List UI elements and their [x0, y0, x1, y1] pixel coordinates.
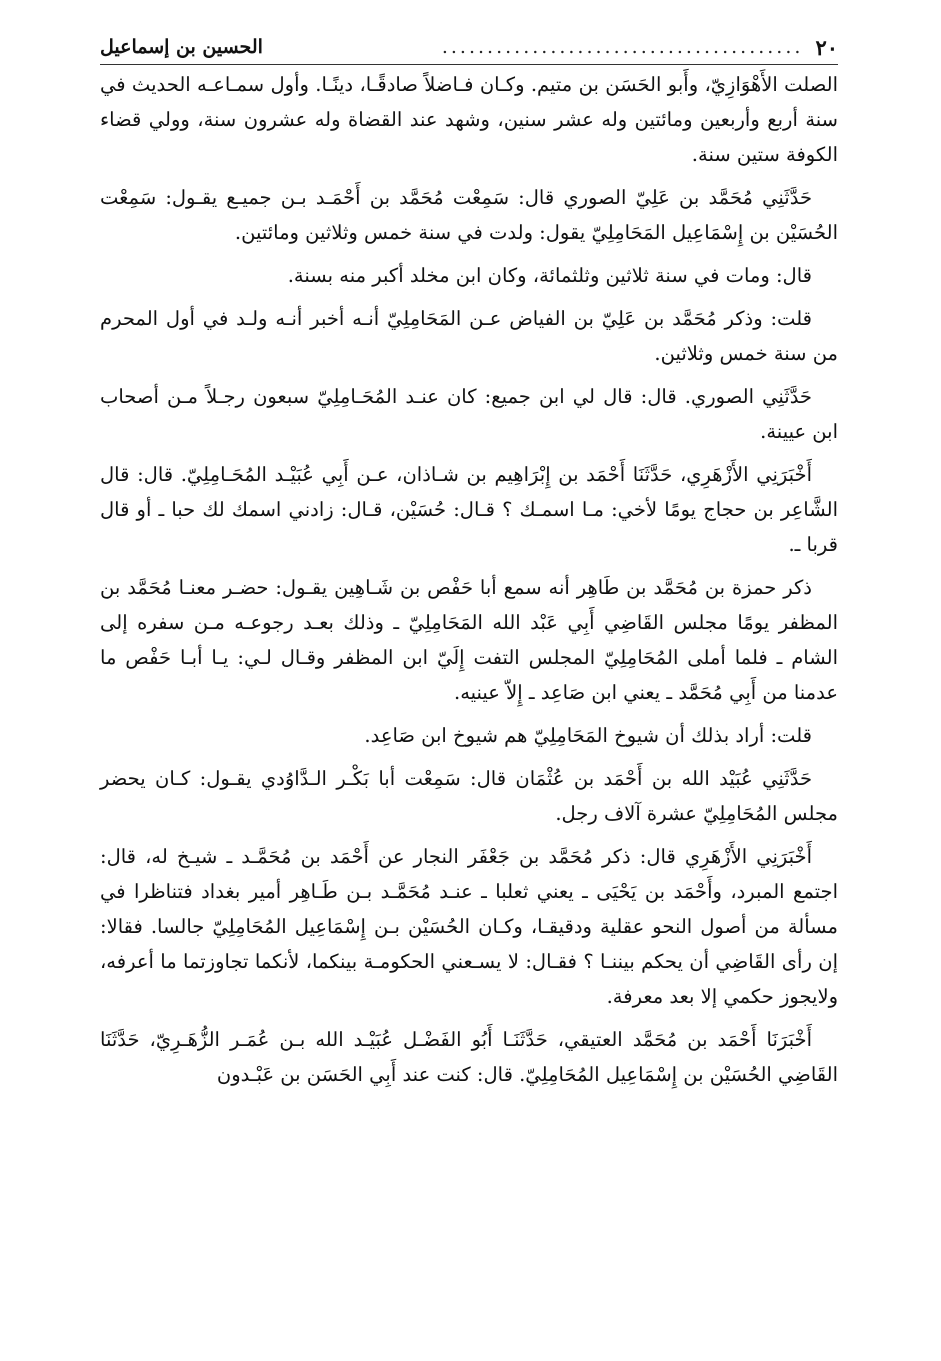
- paragraph-continuation: الصلت الأَهْوَازِيّ، وأَبو الحَسَن بن متيم. وكـان فـاضلاً صادقًـا، دينًـا. وأول سمـاعـه الحديث في سنة أربع وأربعين ومائتين وله عشر سنين، وشهد عند القضاة وله عشرون سنة، وولي قضاء الكوفة ستين سنة.: [100, 73, 838, 166]
- paragraph-report: قال: ومات في سنة ثلاثين وثلثمائة، وكان ابن مخلد أكبر منه بسنة.: [287, 264, 812, 287]
- paragraph-report: قلت: أراد بذلك أن شيوخ المَحَامِلِيّ هم شيوخ ابن صَاعِد.: [364, 724, 812, 747]
- page-number: ٢٠: [815, 34, 838, 60]
- paragraph-report: أَخْبَرَنَا أَحْمَد بن مُحَمَّد العتيقي، حَدَّثَنَـا أَبُو الفَضْـل عُبَيْـد الله بـن عُمَـر الزُّهَـرِيّ، حَدَّثَنَا القَاضِي الحُسَيْن بن إِسْمَاعِيل المُحَامِلِيّ. قال: كنت عند أَبِي الحَسَن بن عَبْـدون: [100, 1028, 838, 1086]
- paragraph-report: أَخْبَرَنِي الأَزْهَرِي قال: ذكر مُحَمَّد بن جَعْفَر النجار عن أَحْمَد بن مُحَمَّـد ـ شيـخ له، قال: اجتمع المبرد، وأَحْمَد بن يَحْيَى ـ يعني ثعلبا ـ عنـد مُحَمَّـد بـن طَـاهِر أمير بغداد فتناظرا في مسألة من أصول النحو عقلية ودقيقـا، وكـان الحُسَيْن بـن إِسْمَاعِيل المُحَامِلِيّ جالسا. فقالا: إن رأى القَاضِي أن يحكم بيننـا ؟ فقـال: لا يسـعني الحكومـة بينكما، لأنكما تجاوزتما ما أعرفه، ولايجوز حكمي إلا بعد معرفة.: [100, 845, 838, 1008]
- paragraph-report: ذكر حمزة بن مُحَمَّد بن طَاهِر أنه سمع أبا حَفْص بن شَـاهِين يقـول: حضـر معنـا مُحَمَّد بن المظفر يومًا مجلس القَاضِي أَبِي عَبْد الله المَحَامِلِيّ ـ وذلك بعـد رجوعـه مـن سفره إلى الشام ـ فلما أملى المُحَامِلِيّ المجلس التفت إِلَيّ ابن المظفر وقـال لـي: يـا أبـا حَفْص ما عدمنا من أَبِي مُحَمَّد ـ يعني ابن صَاعِد ـ إِلاّ عينيه.: [100, 576, 838, 704]
- leader-dots: ........................................: [441, 36, 804, 58]
- paragraph-report: قلت: وذكر مُحَمَّد بن عَلِيّ بن الفياض عـن المَحَامِلِيّ أنـه أخبر أنـه ولـد في أول المحرم من سنة خمس وثلاثين.: [100, 307, 838, 365]
- paragraph-report: حَدَّثَنِي مُحَمَّد بن عَلِيّ الصوري قال: سَمِعْت مُحَمَّد بن أَحْمَـد بـن جميـع يقـول: سَمِعْت الحُسَيْن بن إِسْمَاعِيل المَحَامِلِيّ يقول: ولدت في سنة خمس وثلاثين ومائتين.: [100, 186, 838, 244]
- paragraph-report: أَخْبَرَنِي الأَزْهَرِي، حَدَّثَنَا أَحْمَد بن إِبْرَاهِيم بن شـاذان، عـن أَبِي عُبَيْـد المُحَـامِلِيّ. قال: قال الشَّاعِر بن حجاج يومًا لأخي: مـا اسمـك ؟ قـال: حُسَيْن، قـال: زادني اسمك لك حبا ـ أو قال قربا ـ.: [100, 463, 838, 556]
- paragraph-report: حَدَّثَنِي عُبَيْد الله بن أَحْمَد بن عُثْمَان قال: سَمِعْت أبا بَكْـر الـدَّاوُدي يقـول: كـان يحضر مجلس المُحَامِلِيّ عشرة آلاف رجل.: [100, 767, 838, 825]
- running-title: الحسين بن إسماعيل: [100, 36, 263, 58]
- running-header: [100, 30, 838, 65]
- paragraph-report: حَدَّثَنِي الصوري. قال: قال لي ابن جميع: كان عنـد المُحَـامِلِيّ سبعون رجـلاً مـن أصحاب ابن عيينة.: [100, 385, 838, 443]
- book-page: [100, 30, 838, 1340]
